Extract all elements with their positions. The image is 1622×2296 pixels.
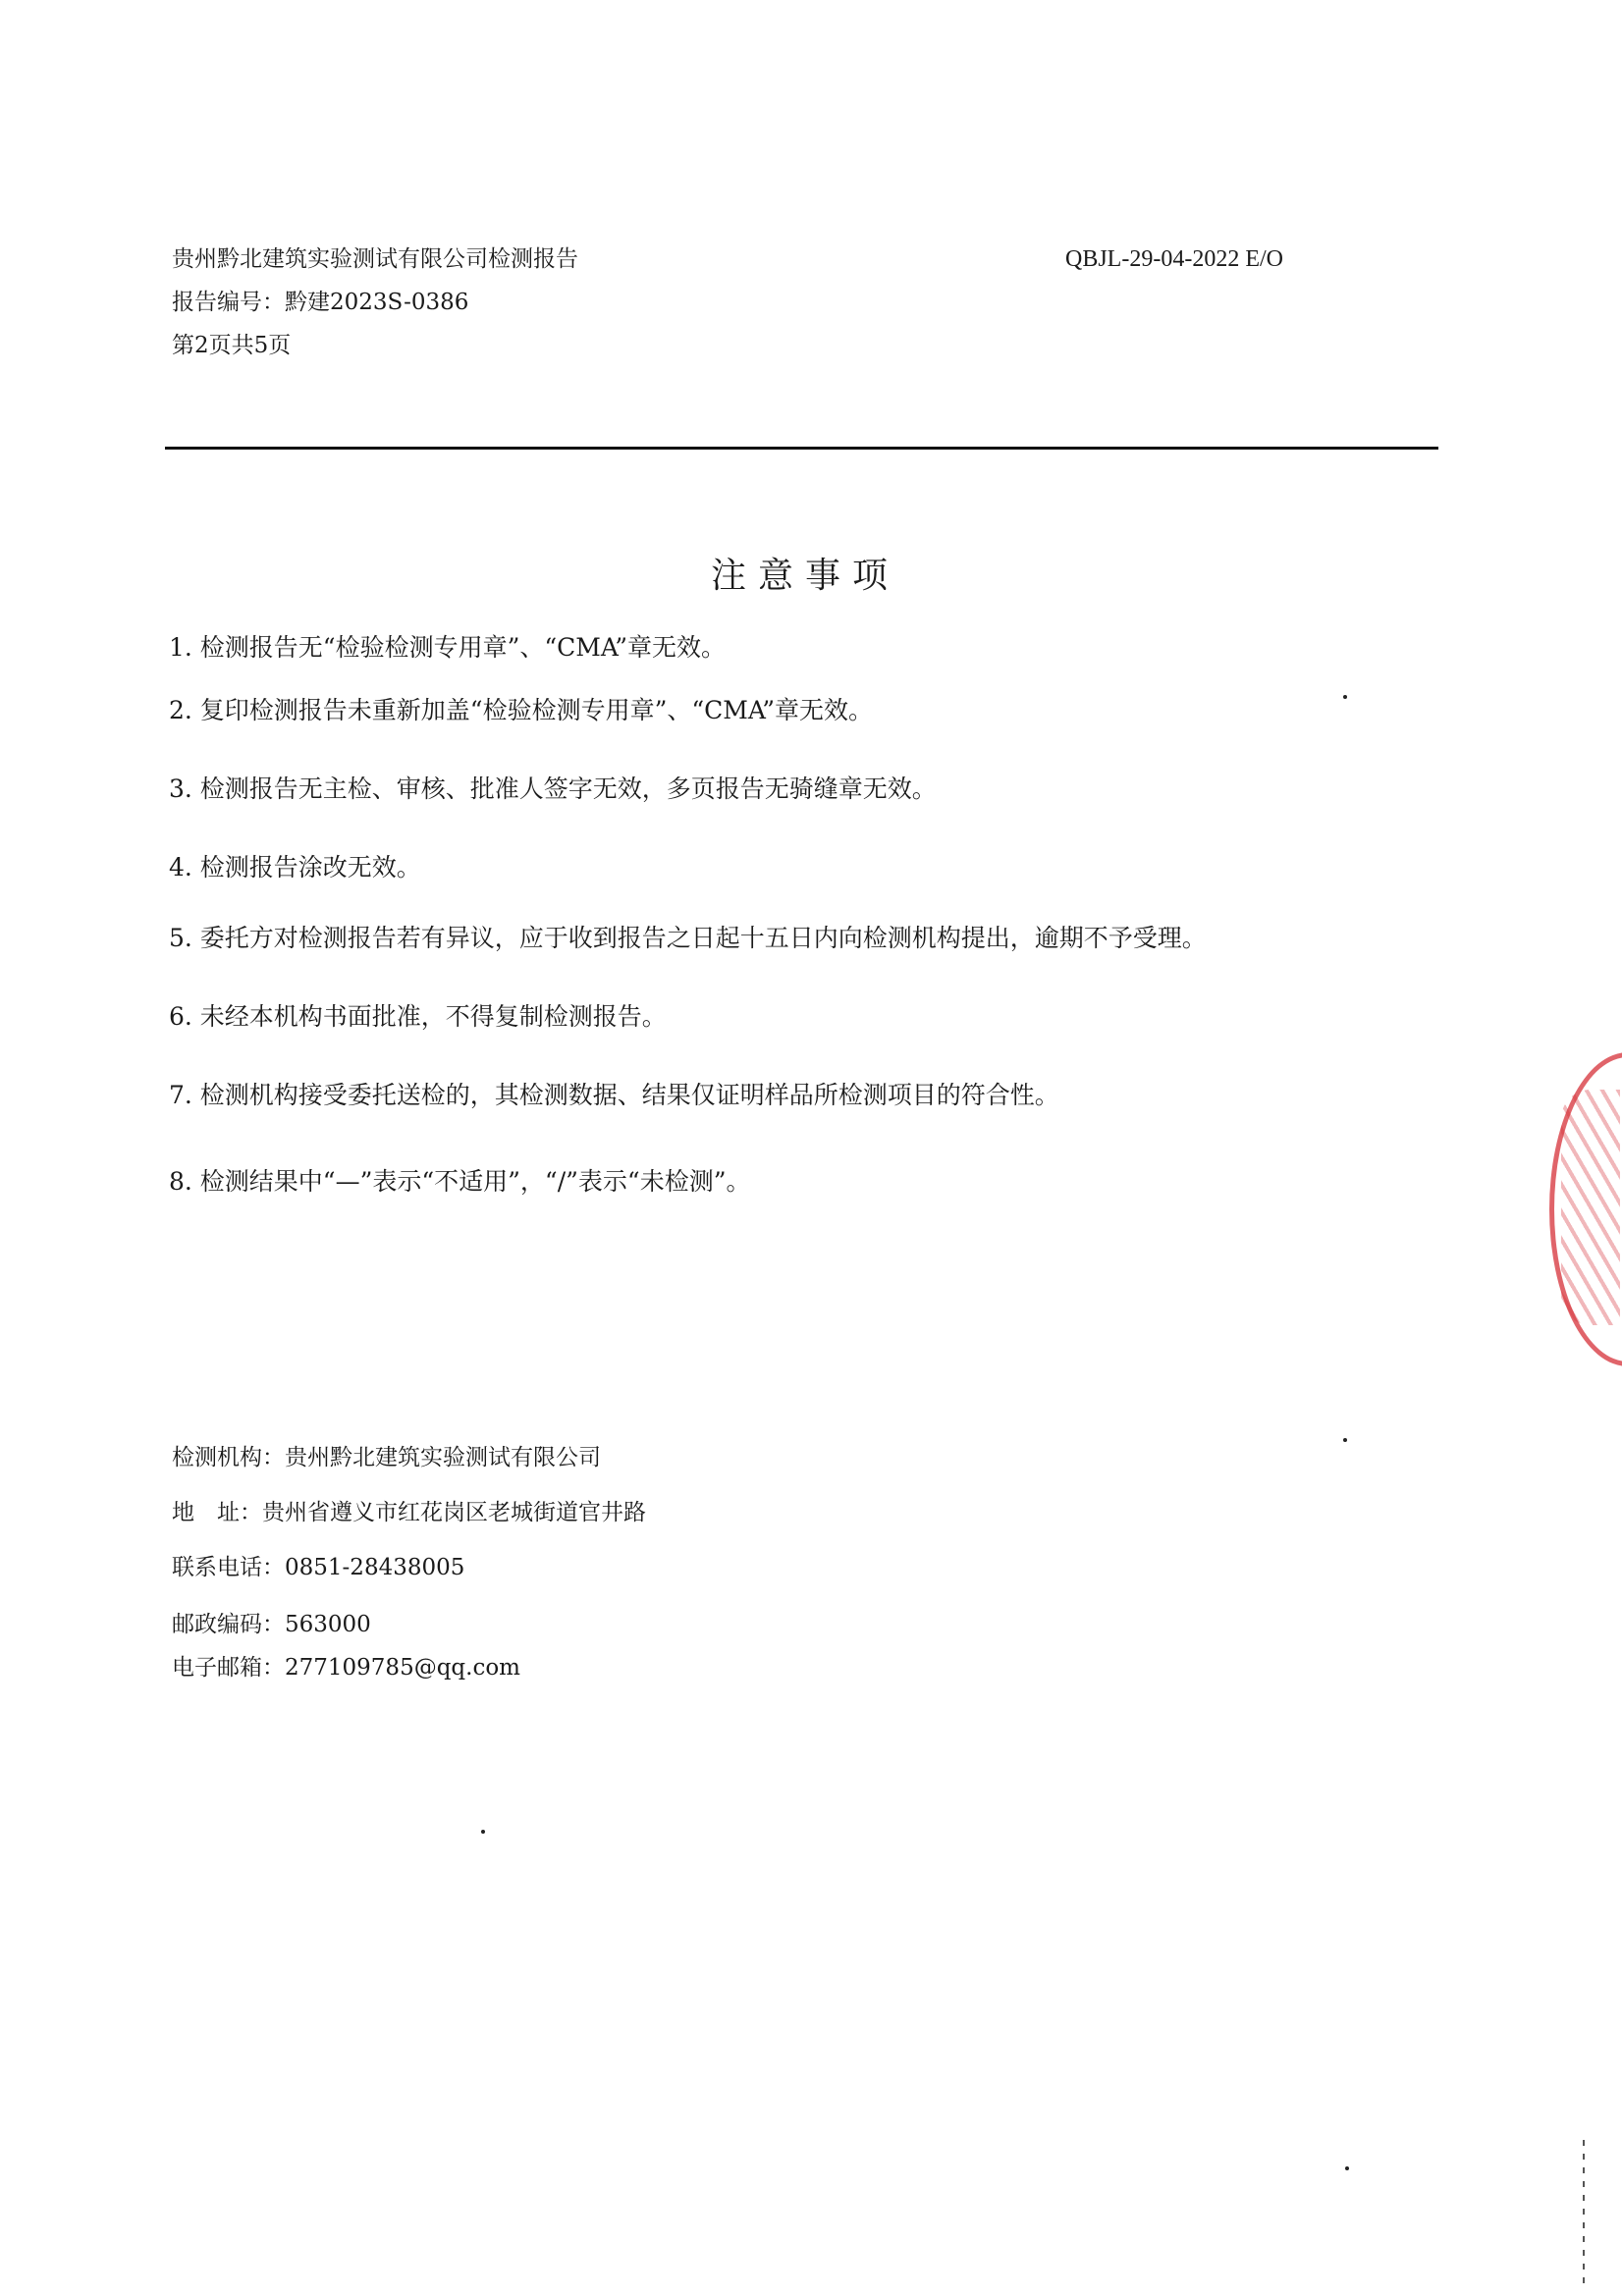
notice-item: 4. 检测报告涂改无效。 (169, 853, 421, 881)
scan-speck (1345, 2166, 1349, 2170)
notice-item: 1. 检测报告无“检验检测专用章”、“CMA”章无效。 (169, 633, 727, 662)
address-value: 贵州省遵义市红花岗区老城街道官井路 (262, 1500, 646, 1525)
page-title: 注意事项 (710, 556, 899, 596)
seal-stamp-fragment (1561, 1090, 1620, 1325)
email-label: 电子邮箱： (172, 1655, 285, 1681)
address-label: 地 址： (172, 1500, 262, 1525)
page-info: 第2页共5页 (172, 333, 292, 358)
report-header (172, 238, 578, 367)
postcode-value: 563000 (285, 1612, 371, 1637)
header-divider (165, 447, 1438, 450)
postcode-label: 邮政编码： (172, 1612, 285, 1637)
phone-row (172, 1549, 464, 1581)
institution-row (172, 1439, 601, 1471)
scan-speck (1343, 1438, 1347, 1442)
institution-value: 贵州黔北建筑实验测试有限公司 (285, 1445, 601, 1470)
form-code: QBJL-29-04-2022 E/O (1065, 246, 1283, 272)
scan-speck (1343, 695, 1347, 699)
notice-item: 6. 未经本机构书面批准，不得复制检测报告。 (169, 1002, 667, 1031)
postcode-row (172, 1606, 371, 1638)
notice-item: 3. 检测报告无主检、审核、批准人签字无效，多页报告无骑缝章无效。 (169, 774, 937, 803)
notice-item: 7. 检测机构接受委托送检的，其检测数据、结果仅证明样品所检测项目的符合性。 (169, 1081, 1059, 1109)
notice-item: 2. 复印检测报告未重新加盖“检验检测专用章”、“CMA”章无效。 (169, 696, 874, 724)
phone-value: 0851-28438005 (285, 1555, 465, 1580)
report-number: 报告编号：黔建2023S-0386 (172, 290, 469, 315)
phone-label: 联系电话： (172, 1555, 285, 1580)
email-row (172, 1649, 520, 1682)
company-report-title: 贵州黔北建筑实验测试有限公司检测报告 (172, 246, 578, 272)
scan-speck (481, 1830, 485, 1834)
institution-label: 检测机构： (172, 1445, 285, 1470)
email-value: 277109785@qq.com (285, 1655, 520, 1681)
notice-item: 8. 检测结果中“—”表示“不适用”，“/”表示“未检测”。 (169, 1167, 751, 1196)
notice-item: 5. 委托方对检测报告若有异议，应于收到报告之日起十五日内向检测机构提出，逾期不予受理。 (169, 924, 1207, 952)
address-row (172, 1494, 646, 1526)
scan-edge-mark (1583, 2140, 1585, 2287)
